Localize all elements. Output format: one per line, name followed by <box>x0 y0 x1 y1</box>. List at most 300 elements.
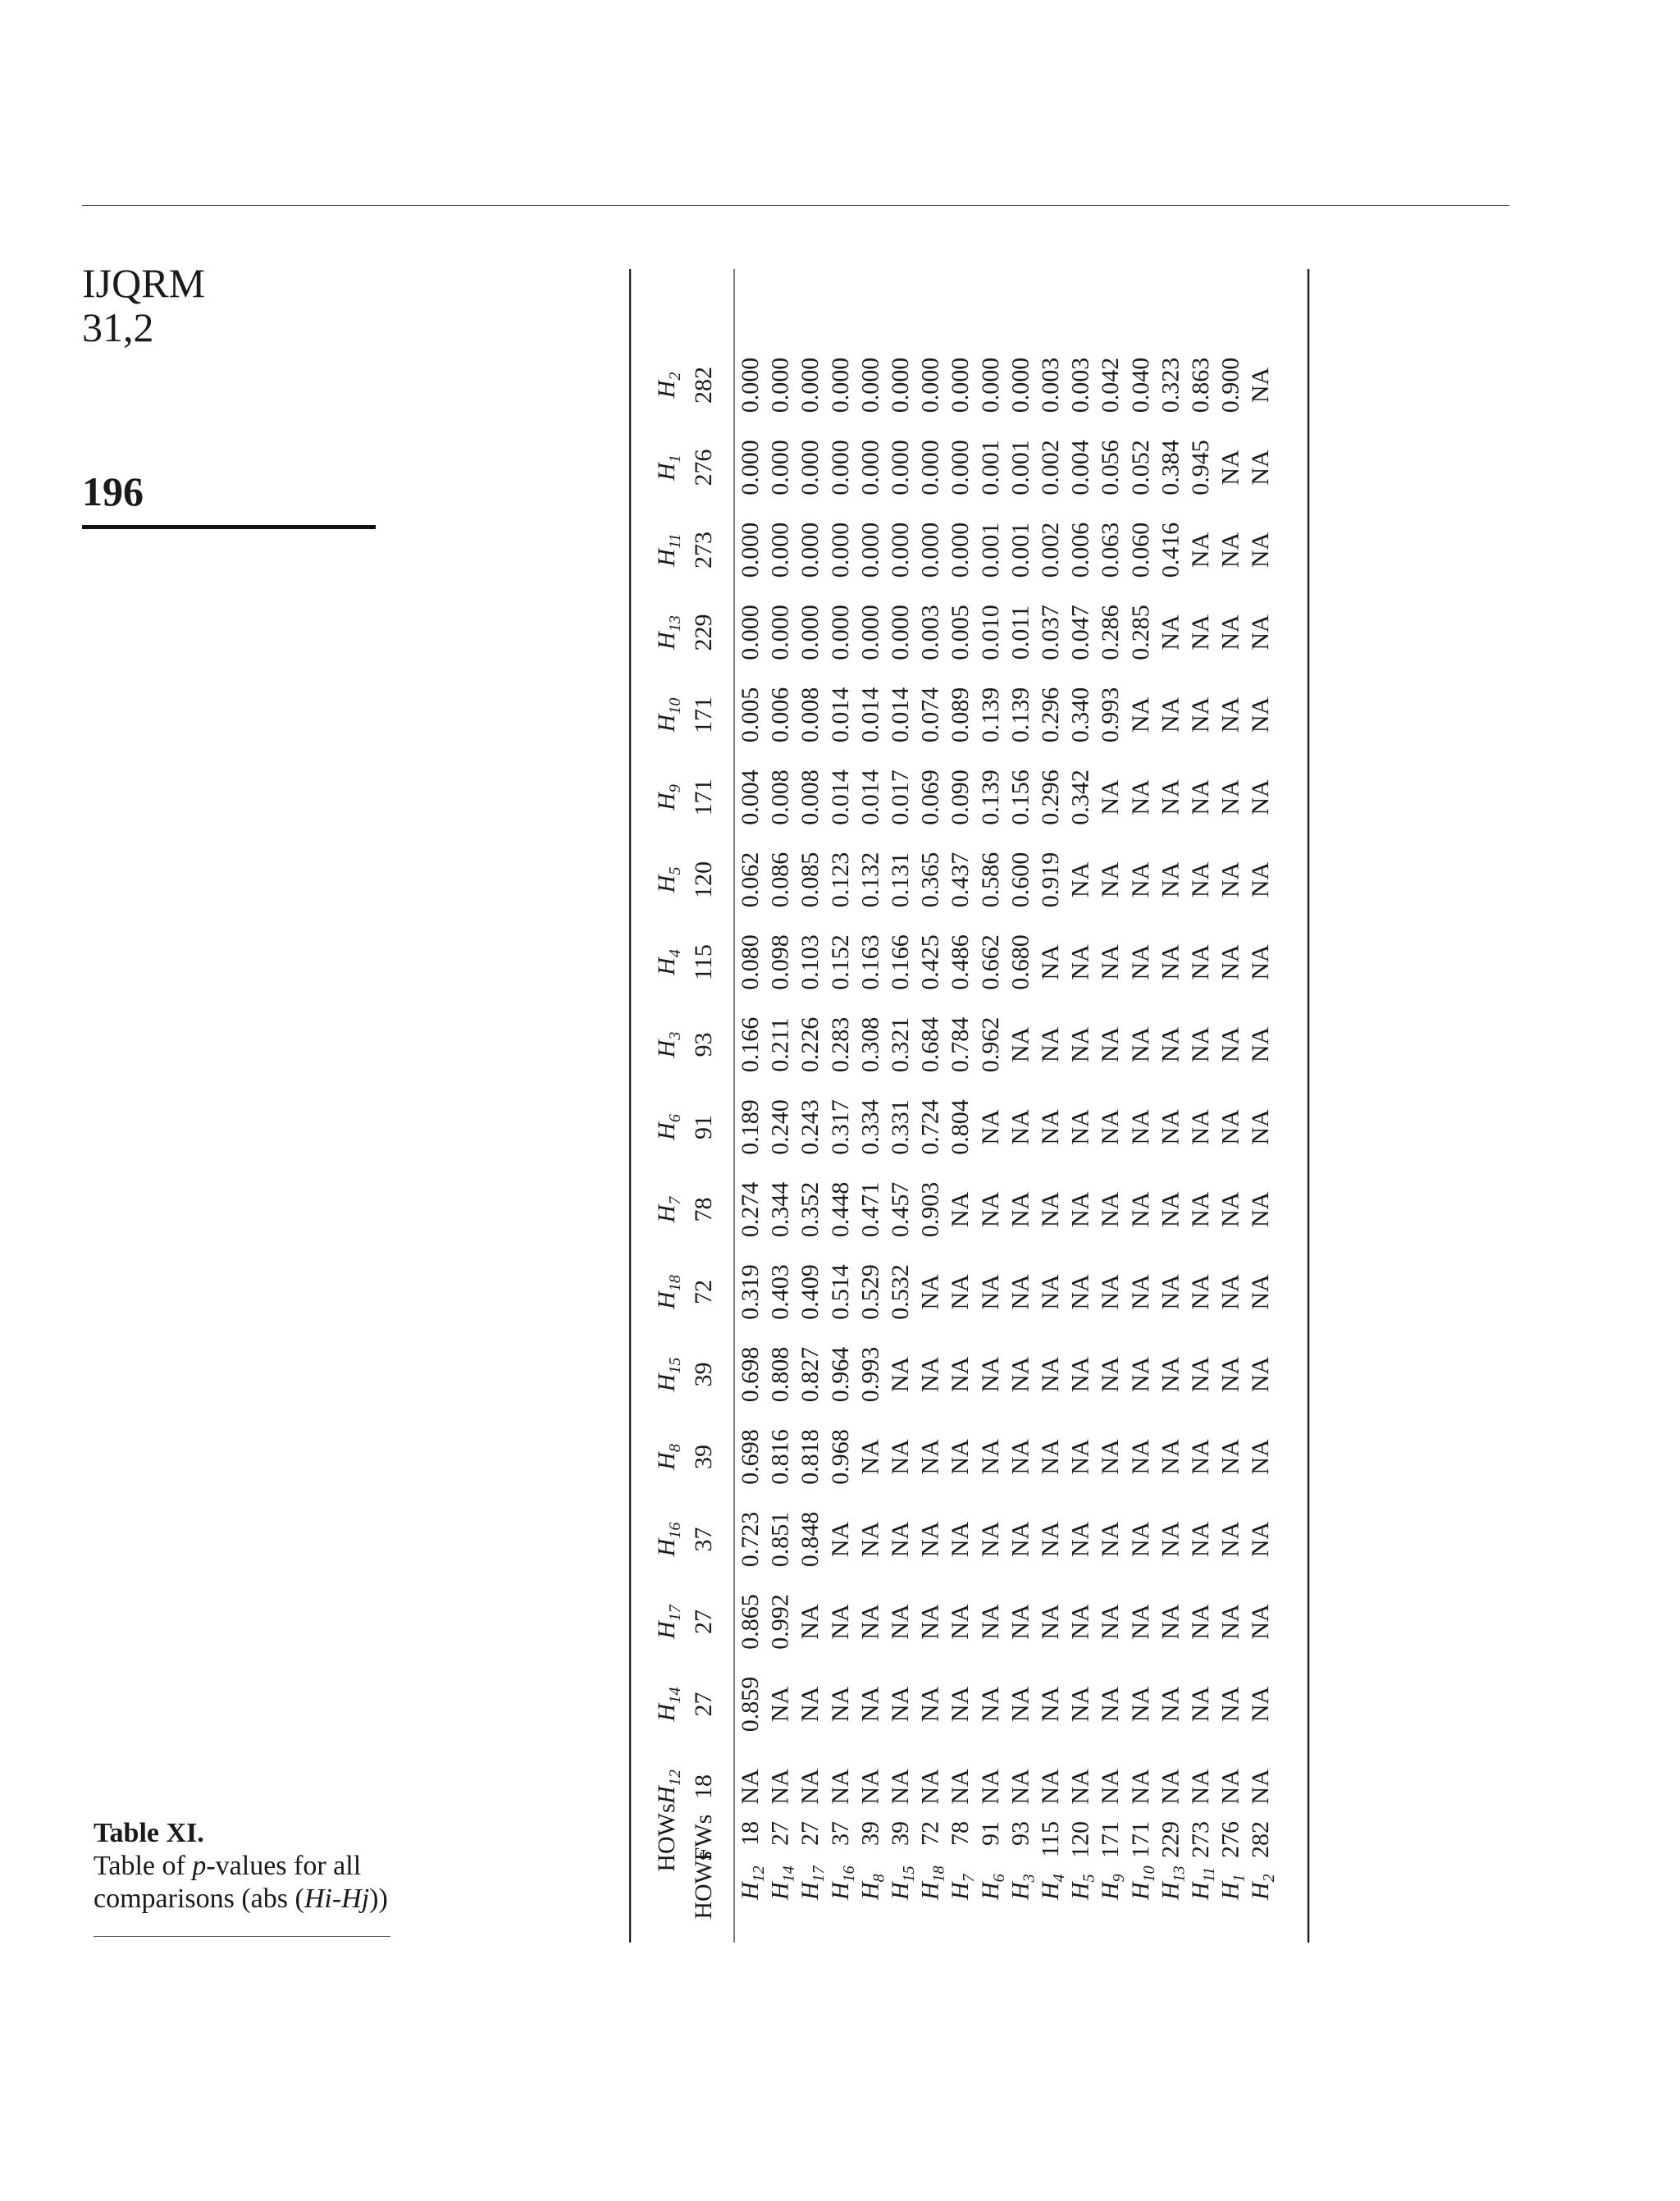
p-value-cell: 0.863 <box>1187 357 1214 413</box>
p-value-cell: 0.486 <box>947 934 975 990</box>
column-fw: 39 <box>690 1362 717 1387</box>
row-label: $H_{10}$ <box>1126 1865 1158 1900</box>
p-value-cell: 0.000 <box>976 357 1004 413</box>
p-value-cell: NA <box>1187 532 1214 569</box>
p-value-cell: NA <box>1187 1109 1214 1145</box>
row-label: $H_{18}$ <box>916 1865 948 1900</box>
p-value-cell: 0.000 <box>916 522 944 578</box>
p-value-cell: 0.000 <box>887 605 914 660</box>
p-value-cell: 0.040 <box>1126 357 1154 413</box>
p-value-cell: NA <box>1066 1026 1094 1063</box>
p-value-cell: 0.001 <box>976 440 1004 495</box>
p-value-cell: NA <box>916 1686 944 1723</box>
row-label: $H_2$ <box>1247 1874 1279 1900</box>
p-value-cell: NA <box>1157 1026 1185 1063</box>
table-label: Table XI. <box>94 1818 204 1848</box>
column-fw: 276 <box>690 449 717 486</box>
column-header: $H_2$ <box>653 372 684 399</box>
p-value-cell: 0.317 <box>826 1099 854 1155</box>
column-header: $H_4$ <box>653 949 684 975</box>
p-value-cell: 0.014 <box>826 687 854 743</box>
p-value-cell: NA <box>887 1356 914 1393</box>
p-value-cell: NA <box>1037 1686 1064 1723</box>
p-value-cell: NA <box>916 1439 944 1475</box>
column-header: $H_{15}$ <box>653 1357 684 1392</box>
p-value-cell: 0.319 <box>737 1264 764 1320</box>
p-value-cell: 0.323 <box>1157 357 1185 413</box>
p-value-cell: NA <box>1097 1439 1125 1475</box>
p-value-cell: NA <box>1217 1026 1244 1063</box>
p-value-cell: 0.340 <box>1066 687 1094 743</box>
p-value-cell: 0.003 <box>1037 357 1064 413</box>
column-fw: 115 <box>690 944 717 980</box>
column-header: $H_{17}$ <box>653 1605 684 1639</box>
row-fw: 120 <box>1066 1821 1094 1858</box>
p-value-cell: NA <box>1066 1769 1094 1805</box>
row-fw: 171 <box>1126 1821 1154 1858</box>
caption-line-1: Table of p-values for all <box>94 1851 362 1881</box>
p-value-cell: 0.011 <box>1007 605 1034 660</box>
row-label: $H_3$ <box>1007 1874 1039 1900</box>
p-value-cell: NA <box>1157 779 1185 815</box>
p-value-cell: 0.006 <box>1066 522 1094 578</box>
p-value-cell: 0.042 <box>1097 357 1125 413</box>
p-value-cell: 0.286 <box>1097 605 1125 660</box>
p-value-cell: 0.000 <box>856 605 884 660</box>
p-value-cell: NA <box>1066 1439 1094 1475</box>
row-label: $H_{12}$ <box>737 1865 768 1900</box>
p-value-cell: 0.006 <box>766 687 794 743</box>
p-value-cell: 0.900 <box>1217 357 1244 413</box>
row-label: $H_{14}$ <box>766 1865 798 1900</box>
header-rule <box>82 205 1509 206</box>
p-value-cell: NA <box>1157 1769 1185 1805</box>
p-value-cell: NA <box>1217 1274 1244 1310</box>
p-value-cell: 0.000 <box>797 522 824 578</box>
p-value-cell: 0.003 <box>916 605 944 660</box>
p-value-cell: 0.103 <box>797 934 824 990</box>
p-value-cell: NA <box>887 1604 914 1640</box>
p-value-cell: 0.680 <box>1007 934 1034 990</box>
p-value-cell: NA <box>1037 1356 1064 1393</box>
p-value-cell: NA <box>826 1604 854 1640</box>
p-value-cell: NA <box>1217 532 1244 569</box>
p-value-cell: NA <box>1247 1604 1275 1640</box>
p-value-cell: 0.000 <box>766 440 794 495</box>
p-value-cell: 0.903 <box>916 1181 944 1238</box>
row-fw: 18 <box>737 1821 764 1846</box>
p-value-cell: NA <box>887 1769 914 1805</box>
caption-rule <box>94 1936 390 1937</box>
p-value-cell: NA <box>916 1356 944 1393</box>
p-value-cell: 0.600 <box>1007 852 1034 908</box>
row-label: $H_4$ <box>1037 1874 1068 1900</box>
p-value-cell: 0.001 <box>1007 440 1034 495</box>
column-fw: 171 <box>690 779 717 816</box>
p-value-cell: NA <box>1126 1356 1154 1393</box>
p-value-cell: 0.403 <box>766 1264 794 1320</box>
p-value-cell: 0.586 <box>976 852 1004 908</box>
column-fw: 273 <box>690 532 717 569</box>
p-value-cell: NA <box>1066 1191 1094 1228</box>
p-value-cell: NA <box>1187 1191 1214 1228</box>
column-header: $H_9$ <box>653 784 684 811</box>
p-value-cell: NA <box>1247 1439 1275 1475</box>
row-fw: 229 <box>1157 1821 1185 1858</box>
p-value-cell: 0.226 <box>797 1016 824 1073</box>
p-value-cell: 0.784 <box>947 1016 975 1073</box>
p-value-cell: NA <box>1187 1274 1214 1310</box>
p-value-cell: NA <box>1007 1521 1034 1558</box>
p-value-cell: 0.331 <box>887 1099 914 1155</box>
p-value-cell: 0.457 <box>887 1181 914 1238</box>
row-label: $H_6$ <box>976 1874 1008 1900</box>
p-value-cell: NA <box>1037 1274 1064 1310</box>
page-number: 196 <box>82 468 144 514</box>
p-value-cell: NA <box>1217 1191 1244 1228</box>
p-value-cell: NA <box>1217 1109 1244 1145</box>
p-value-cell: 0.471 <box>856 1181 884 1238</box>
p-value-cell: NA <box>797 1769 824 1805</box>
p-value-cell: NA <box>1247 1356 1275 1393</box>
p-value-cell: NA <box>1097 1191 1125 1228</box>
p-value-cell: NA <box>976 1109 1004 1145</box>
p-value-cell: NA <box>1157 1521 1185 1558</box>
p-value-cell: 0.529 <box>856 1264 884 1320</box>
p-value-cell: 0.000 <box>1007 357 1034 413</box>
row-label: $H_{11}$ <box>1187 1866 1218 1900</box>
p-value-cell: 0.425 <box>916 934 944 990</box>
p-value-cell: 0.008 <box>797 769 824 825</box>
row-label: $H_8$ <box>856 1874 888 1900</box>
column-header: $H_3$ <box>653 1031 684 1058</box>
column-fw: 78 <box>690 1197 717 1222</box>
p-value-cell: 0.010 <box>976 605 1004 660</box>
p-value-cell: NA <box>1037 1604 1064 1640</box>
p-value-cell: NA <box>1126 944 1154 980</box>
p-value-cell: NA <box>1247 696 1275 733</box>
p-value-cell: 0.993 <box>1097 687 1125 743</box>
row-fw: 93 <box>1007 1821 1034 1846</box>
p-value-cell: NA <box>1247 1521 1275 1558</box>
p-value-cell: 0.865 <box>737 1594 764 1650</box>
p-value-cell: NA <box>1097 1109 1125 1145</box>
p-value-cell: NA <box>976 1769 1004 1805</box>
p-value-cell: 0.131 <box>887 852 914 908</box>
p-value-cell: NA <box>887 1521 914 1558</box>
p-value-cell: NA <box>1187 1604 1214 1640</box>
p-value-cell: 0.000 <box>856 440 884 495</box>
p-value-cell: NA <box>1007 1356 1034 1393</box>
p-value-cell: 0.000 <box>887 357 914 413</box>
p-value-cell: 0.000 <box>797 605 824 660</box>
column-fw: 229 <box>690 614 717 651</box>
p-value-cell: NA <box>826 1686 854 1723</box>
column-header: $H_7$ <box>653 1196 684 1223</box>
p-value-cell: 0.514 <box>826 1264 854 1320</box>
p-value-cell: NA <box>916 1521 944 1558</box>
fw-header-top: HOWs <box>653 1803 680 1872</box>
p-value-cell: 0.000 <box>797 357 824 413</box>
p-value-cell: 0.004 <box>737 769 764 825</box>
p-value-cell: 0.000 <box>766 605 794 660</box>
p-value-cell: 0.139 <box>976 769 1004 825</box>
p-value-cell: NA <box>1037 1026 1064 1063</box>
p-value-cell: NA <box>1037 1521 1064 1558</box>
p-value-cell: NA <box>1007 1686 1034 1723</box>
p-value-cell: 0.723 <box>737 1511 764 1568</box>
rotated-table-container <box>629 269 1310 1943</box>
p-value-cell: NA <box>1217 1604 1244 1640</box>
p-value-cell: 0.000 <box>737 522 764 578</box>
p-value-cell: NA <box>1097 779 1125 815</box>
row-fw: 78 <box>947 1821 975 1846</box>
p-value-cell: NA <box>1157 944 1185 980</box>
p-value-cell: 0.166 <box>887 934 914 990</box>
p-value-cell: 0.080 <box>737 934 764 990</box>
p-value-cell: 0.000 <box>737 440 764 495</box>
p-value-cell: NA <box>1066 861 1094 898</box>
p-value-cell: 0.296 <box>1037 769 1064 825</box>
p-value-cell: 0.342 <box>1066 769 1094 825</box>
row-fw: 72 <box>916 1821 944 1846</box>
p-value-cell: 0.003 <box>1066 357 1094 413</box>
p-value-cell: NA <box>1247 1769 1275 1805</box>
p-value-cell: 0.062 <box>737 852 764 908</box>
p-value-cell: NA <box>976 1439 1004 1475</box>
p-value-cell: NA <box>916 1604 944 1640</box>
p-value-cell: 0.052 <box>1126 440 1154 495</box>
p-value-cell: 0.056 <box>1097 440 1125 495</box>
row-header-title: HOWs <box>690 1851 717 1920</box>
p-value-cell: NA <box>976 1521 1004 1558</box>
caption-line-2: comparisons (abs (Hi-Hj)) <box>94 1884 388 1914</box>
row-label: $H_{17}$ <box>797 1865 829 1900</box>
p-value-cell: NA <box>1126 1109 1154 1145</box>
p-value-cell: NA <box>1157 1191 1185 1228</box>
p-value-cell: 0.992 <box>766 1594 794 1650</box>
p-value-cell: NA <box>1097 1769 1125 1805</box>
p-value-cell: NA <box>976 1274 1004 1310</box>
p-value-cell: 0.005 <box>737 687 764 743</box>
p-value-cell: 0.698 <box>737 1429 764 1485</box>
p-value-cell: NA <box>1097 1604 1125 1640</box>
p-value-cell: NA <box>1097 1356 1125 1393</box>
p-value-cell: NA <box>887 1439 914 1475</box>
p-value-cell: NA <box>1187 1439 1214 1475</box>
p-value-cell: 0.000 <box>947 522 975 578</box>
p-value-cell: 0.962 <box>976 1016 1004 1073</box>
p-value-cell: 0.000 <box>766 357 794 413</box>
p-value-cell: 0.698 <box>737 1346 764 1403</box>
p-value-cell: 0.827 <box>797 1346 824 1403</box>
p-value-cell: 0.274 <box>737 1181 764 1238</box>
journal-name: IJQRM <box>82 260 206 306</box>
p-value-cell: NA <box>1007 1604 1034 1640</box>
p-value-cell: NA <box>976 1356 1004 1393</box>
p-value-cell: NA <box>1066 1604 1094 1640</box>
p-value-cell: NA <box>1247 450 1275 486</box>
column-header: $H_5$ <box>653 866 684 893</box>
p-value-cell: 0.308 <box>856 1016 884 1073</box>
p-value-cell: NA <box>1157 1356 1185 1393</box>
p-value-cell: NA <box>1066 1109 1094 1145</box>
p-value-cell: NA <box>1126 1026 1154 1063</box>
p-value-cell: 0.098 <box>766 934 794 990</box>
p-value-cell: 0.017 <box>887 769 914 825</box>
p-value-cell: NA <box>1126 779 1154 815</box>
row-fw: 27 <box>766 1821 794 1846</box>
p-value-cell: 0.859 <box>737 1676 764 1733</box>
p-value-cell: 0.968 <box>826 1429 854 1485</box>
fw-header-bottom: FWs <box>690 1814 717 1861</box>
p-value-cell: 0.684 <box>916 1016 944 1073</box>
p-value-cell: NA <box>1007 1109 1034 1145</box>
p-value-cell: 0.409 <box>797 1264 824 1320</box>
p-value-cell: 0.000 <box>856 357 884 413</box>
p-value-cell: 0.851 <box>766 1511 794 1568</box>
p-value-cell: 0.000 <box>826 440 854 495</box>
p-value-cell: NA <box>1007 1026 1034 1063</box>
p-value-cell: NA <box>1247 614 1275 651</box>
p-value-cell: NA <box>1217 944 1244 980</box>
row-fw: 282 <box>1247 1821 1275 1858</box>
p-value-cell: NA <box>797 1604 824 1640</box>
column-header: $H_{13}$ <box>653 615 684 650</box>
p-value-cell: NA <box>947 1439 975 1475</box>
p-value-cell: 0.804 <box>947 1099 975 1155</box>
p-value-cell: 0.816 <box>766 1429 794 1485</box>
p-value-cell: 0.000 <box>766 522 794 578</box>
p-value-cell: 0.000 <box>737 605 764 660</box>
p-value-cell: NA <box>976 1686 1004 1723</box>
p-value-cell: 0.090 <box>947 769 975 825</box>
p-value-cell: 0.047 <box>1066 605 1094 660</box>
table-caption <box>94 1817 388 1916</box>
p-value-cell: NA <box>1217 1439 1244 1475</box>
p-value-cell: 0.243 <box>797 1099 824 1155</box>
p-value-cell: 0.334 <box>856 1099 884 1155</box>
p-value-cell: 0.919 <box>1037 852 1064 908</box>
page-number-rule <box>82 525 376 529</box>
p-value-cell: NA <box>1187 1769 1214 1805</box>
column-header: $H_1$ <box>653 454 684 481</box>
p-value-cell: NA <box>1217 1769 1244 1805</box>
p-value-cell: NA <box>1157 1686 1185 1723</box>
row-fw: 276 <box>1217 1821 1244 1858</box>
p-value-cell: NA <box>1157 614 1185 651</box>
p-value-cell: NA <box>1187 1356 1214 1393</box>
p-value-cell: NA <box>1247 779 1275 815</box>
p-value-cell: NA <box>1126 1274 1154 1310</box>
p-value-cell: 0.004 <box>1066 440 1094 495</box>
p-value-cell: NA <box>1217 614 1244 651</box>
p-value-cell: NA <box>1187 614 1214 651</box>
p-value-cell: NA <box>1037 1191 1064 1228</box>
p-value-cell: NA <box>1097 1686 1125 1723</box>
column-header: $H_{18}$ <box>653 1275 684 1309</box>
row-fw: 171 <box>1097 1821 1125 1858</box>
p-value-cell: NA <box>947 1686 975 1723</box>
row-label: $H_7$ <box>947 1874 979 1900</box>
p-value-cell: NA <box>766 1769 794 1805</box>
p-value-cell: 0.993 <box>856 1346 884 1403</box>
p-value-cell: NA <box>1187 696 1214 733</box>
p-value-cell: NA <box>916 1274 944 1310</box>
p-value-cell: 0.532 <box>887 1264 914 1320</box>
p-value-cell: NA <box>766 1686 794 1723</box>
p-value-cell: 0.724 <box>916 1099 944 1155</box>
p-value-cell: NA <box>1066 1686 1094 1723</box>
p-value-cell: NA <box>1037 1769 1064 1805</box>
p-value-cell: 0.818 <box>797 1429 824 1485</box>
p-value-cell: 0.321 <box>887 1016 914 1073</box>
p-value-cell: NA <box>1007 1191 1034 1228</box>
column-fw: 93 <box>690 1032 717 1057</box>
p-value-cell: NA <box>1066 1521 1094 1558</box>
p-value-cell: 0.163 <box>856 934 884 990</box>
p-value-cell: 0.001 <box>976 522 1004 578</box>
p-value-cell: 0.014 <box>826 769 854 825</box>
p-value-cell: 0.964 <box>826 1346 854 1403</box>
p-value-cell: NA <box>1157 696 1185 733</box>
column-header: $H_8$ <box>653 1444 684 1470</box>
p-value-cell: NA <box>1066 944 1094 980</box>
column-fw: 39 <box>690 1445 717 1469</box>
p-value-cell: 0.437 <box>947 852 975 908</box>
column-fw: 72 <box>690 1280 717 1304</box>
p-value-cell: 0.000 <box>947 357 975 413</box>
p-value-cell: NA <box>1126 1521 1154 1558</box>
p-value-cell: NA <box>826 1769 854 1805</box>
p-value-cell: NA <box>856 1686 884 1723</box>
p-value-cell: NA <box>947 1191 975 1228</box>
column-fw: 27 <box>690 1610 717 1634</box>
p-values-table <box>629 269 1310 1943</box>
p-value-cell: NA <box>1217 861 1244 898</box>
p-value-cell: NA <box>1126 861 1154 898</box>
p-value-cell: NA <box>1187 1026 1214 1063</box>
p-value-cell: 0.014 <box>856 687 884 743</box>
p-value-cell: 0.132 <box>856 852 884 908</box>
row-label: $H_1$ <box>1217 1874 1249 1900</box>
row-fw: 27 <box>797 1821 824 1846</box>
p-value-cell: NA <box>856 1439 884 1475</box>
journal-id <box>82 261 205 349</box>
p-value-cell: NA <box>947 1521 975 1558</box>
p-value-cell: 0.000 <box>856 522 884 578</box>
p-value-cell: NA <box>1217 450 1244 486</box>
column-header: $H_6$ <box>653 1114 684 1140</box>
p-value-cell: NA <box>1097 861 1125 898</box>
row-label: $H_{16}$ <box>826 1865 858 1900</box>
p-value-cell: NA <box>1187 1686 1214 1723</box>
p-value-cell: NA <box>1187 861 1214 898</box>
p-value-cell: NA <box>1157 1439 1185 1475</box>
p-value-cell: 0.848 <box>797 1511 824 1568</box>
p-value-cell: 0.296 <box>1037 687 1064 743</box>
p-value-cell: 0.189 <box>737 1099 764 1155</box>
p-value-cell: NA <box>1187 779 1214 815</box>
column-fw: 37 <box>690 1527 717 1552</box>
p-value-cell: 0.000 <box>947 440 975 495</box>
p-value-cell: NA <box>737 1769 764 1805</box>
p-value-cell: 0.014 <box>856 769 884 825</box>
p-value-cell: 0.000 <box>887 522 914 578</box>
p-value-cell: NA <box>1157 861 1185 898</box>
p-value-cell: 0.365 <box>916 852 944 908</box>
p-value-cell: NA <box>1247 1109 1275 1145</box>
